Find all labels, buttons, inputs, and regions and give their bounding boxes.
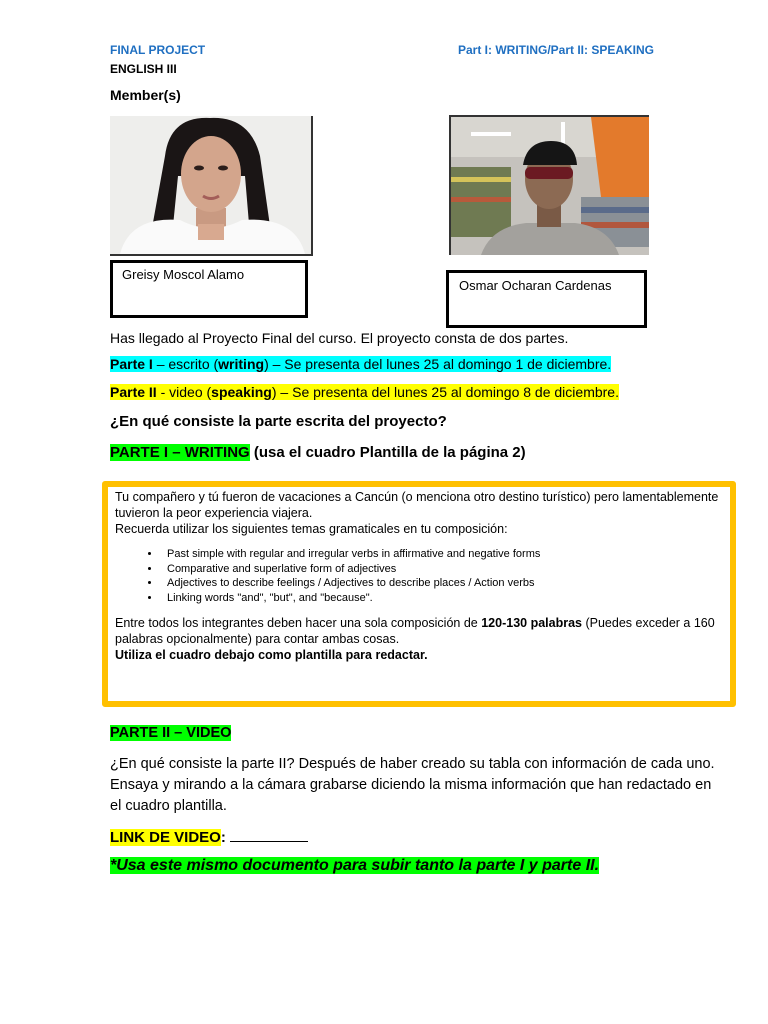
member-photo-1 [110,116,313,256]
task-instructions-box [102,481,736,707]
part1-label: Parte I [110,356,153,372]
member-name-2: Osmar Ocharan Cardenas [459,278,612,293]
footer-note-a: *Usa este [110,857,183,874]
writing-heading-highlight: PARTE I – WRITING [110,444,250,461]
video-link-colon: : [220,829,226,846]
member-name-1: Greisy Moscol Alamo [122,267,245,282]
video-heading-highlight: PARTE II – VIDEO [110,725,232,741]
word-count-bold: 120-130 palabras [481,616,582,630]
grammar-topic-item: • Comparative and superlative form of adjectives [161,562,724,577]
member-name-box-2 [446,270,647,328]
writing-heading [110,444,526,461]
grammar-topics-list [115,547,724,605]
footer-note-b: mismo documento para subir tanto la parte I y [182,857,538,874]
template-instruction: Utiliza el cuadro debajo como plantilla para redactar. [115,648,428,662]
word-count-end: (Puedes exceder a 160 palabras opcionalmente) para contar ambas cosas. [115,616,715,646]
part1-bold: writing [218,356,265,372]
part1-sep: – escrito ( [152,356,219,372]
question-written-part: ¿En qué consiste la parte escrita del proyecto? [110,413,447,430]
part2-line [110,384,619,400]
word-count-paragraph [115,615,724,647]
video-paragraph: ¿En qué consiste la parte II? Después de haber creado su tabla con información de cada uno. Ensaya y mirando a la cámara grabarse diciendo la misma información que han redactado en el cuadro plantilla. [110,756,715,814]
word-count-start: Entre todos los integrantes deben hacer una sola composición de [115,616,482,630]
part1-line [110,356,611,372]
final-project-title: FINAL PROJECT [110,43,206,57]
part2-label: Parte II [110,384,157,400]
footer-note-c: parte II. [537,857,600,874]
task-line-2: Recuerda utilizar los siguientes temas gramaticales en tu composición: [115,522,508,536]
members-label: Member(s) [110,87,181,103]
video-link-label: LINK DE VIDEO [110,829,221,846]
parts-title: Part I: WRITING/Part II: SPEAKING [458,43,655,57]
part2-sep: - video ( [156,384,212,400]
part2-bold: speaking [211,384,272,400]
part2-rest: ) – Se presenta del lunes 25 al domingo 8 de diciembre. [271,384,619,400]
video-link-line [110,827,308,846]
grammar-topic-item: • Adjectives to describe feelings / Adjectives to describe places / Action verbs [161,576,724,591]
member-photo-2 [449,115,649,255]
grammar-topic-item: • Past simple with regular and irregular verbs in affirmative and negative forms [161,547,724,562]
grammar-topic-item: • Linking words "and", "but", and "because". [161,591,724,606]
footer-note [110,857,599,875]
member-name-box-1 [110,260,308,318]
intro-text: Has llegado al Proyecto Final del curso. El proyecto consta de dos partes. [110,330,569,346]
course-label: ENGLISH III [110,62,177,76]
video-heading [110,725,231,741]
part1-rest: ) – Se presenta del lunes 25 al domingo 1 de diciembre. [264,356,612,372]
video-link-blank[interactable] [230,827,308,842]
task-line-1: Tu compañero y tú fueron de vacaciones a Cancún (o menciona otro destino turístico) pero lamentablemente tuvieron la peor experiencia viajera. [115,490,719,520]
writing-heading-rest: (usa el cuadro Plantilla de la página 2) [249,444,526,461]
